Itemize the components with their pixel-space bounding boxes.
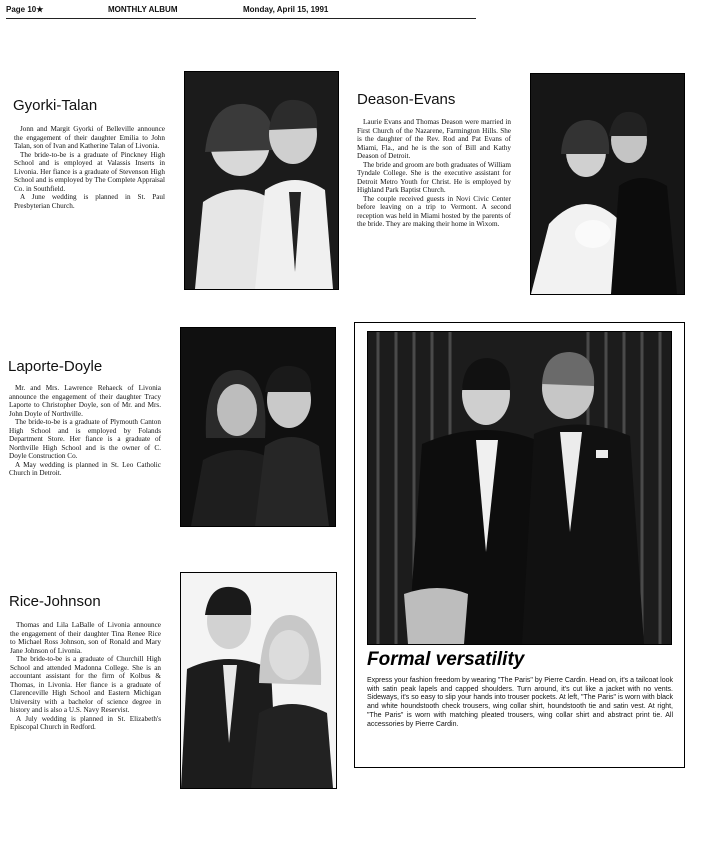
announcement-title-rice-johnson: Rice-Johnson (9, 593, 101, 610)
announcement-body-laporte-doyle (9, 384, 161, 478)
section-title: MONTHLY ALBUM (108, 5, 178, 14)
paragraph: The bride-to-be is a graduate of Plymouth Canton High School and is employed by Folands Department Store. Her fiance is a graduate of Northville High School and is the owner of C. Doyle Construction Co. (9, 418, 161, 460)
paragraph: Jonn and Margit Gyorki of Belleville announce the engagement of their daughter Emilia to John Talan, son of Ivan and Katherine Talan of Livonia. (14, 125, 165, 150)
paragraph: A June wedding is planned in St. Paul Presbyterian Church. (14, 193, 165, 210)
paragraph: A May wedding is planned in St. Leo Catholic Church in Detroit. (9, 460, 161, 477)
announcement-body-gyorki-talan (14, 125, 165, 210)
issue-date: Monday, April 15, 1991 (243, 5, 329, 14)
photo-rice-johnson (180, 572, 337, 789)
paragraph: The bride-to-be is a graduate of Pinckney High School and is employed at Valassis Inserts in Livonia. Her fiance is a graduate of Stevenson High School and is employed by The Complete Appraisal Co. in Southfield. (14, 150, 165, 193)
header-rule (6, 18, 476, 19)
paragraph: A July wedding is planned in St. Elizabeth's Episcopal Church in Redford. (10, 714, 161, 731)
announcement-body-deason-evans (357, 118, 511, 229)
paragraph: The bride and groom are both graduates of William Tyndale College. She is the executive assistant for Detroit Metro Youth for Christ. He is employed by Highland Park Baptist Church. (357, 160, 511, 194)
photo-deason-evans (530, 73, 685, 295)
page-number: Page 10★ (6, 5, 44, 14)
announcement-title-laporte-doyle: Laporte-Doyle (8, 358, 103, 375)
announcement-title-deason-evans: Deason-Evans (357, 91, 456, 108)
paragraph: The couple received guests in Novi Civic Center before leaving on a trip to Vermont. A second reception was held in Miami hosted by the parents of the bride. They are making their home in Wixom. (357, 194, 511, 228)
feature-ad (354, 322, 685, 768)
paragraph: Thomas and Lila LaBalle of Livonia announce the engagement of their daughter Tina Renee Rice to Michael Ross Johnson, son of Ronald and Mary Jane Johnson of Livonia. (10, 621, 161, 655)
page-header (0, 5, 704, 19)
photo-laporte-doyle (180, 327, 336, 527)
announcement-title-gyorki-talan: Gyorki-Talan (13, 97, 98, 114)
feature-title: Formal versatility (367, 649, 525, 670)
photo-gyorki-talan (184, 71, 339, 290)
paragraph: Mr. and Mrs. Lawrence Rehaeck of Livonia announce the engagement of their daughter Tracy Laporte to Christopher Doyle, son of Mr. and Mrs. John Doyle of Northville. (9, 384, 161, 418)
announcement-body-rice-johnson (10, 621, 161, 732)
feature-text: Express your fashion freedom by wearing "The Paris" by Pierre Cardin. Head on, it's a tailcoat look with satin peak lapels and capped shoulders. Turn around, it's cut like a jacket with no vents. Sideways, it's so easy to slip your hands into trouser pockets. At left, "The Paris" is worn with black and white houndstooth check trousers, wing collar shirt, houndstooth tie and satin vest. At right, "The Paris" is worn with matching pleated trousers, wing collar shirt and abstract print tie. All accessories by Pierre Cardin. (367, 677, 673, 728)
paragraph: Laurie Evans and Thomas Deason were married in First Church of the Nazarene, Farmington Hills. She is the daughter of the Rev. Rod and Pat Evans of Miami, Fla., and he is the son of Bill and Kathy Deason of Detroit. (357, 118, 511, 160)
feature-photo (367, 331, 672, 645)
paragraph: The bride-to-be is a graduate of Churchill High School and attended Madonna College. She is an accountant assistant for the firm of Kolbus & Thomas, in Livonia. Her fiance is a graduate of Clarenceville High School and Eastern Michigan University with a bachelor of science degree in history and is also a U.S. Navy Reservist. (10, 655, 161, 714)
